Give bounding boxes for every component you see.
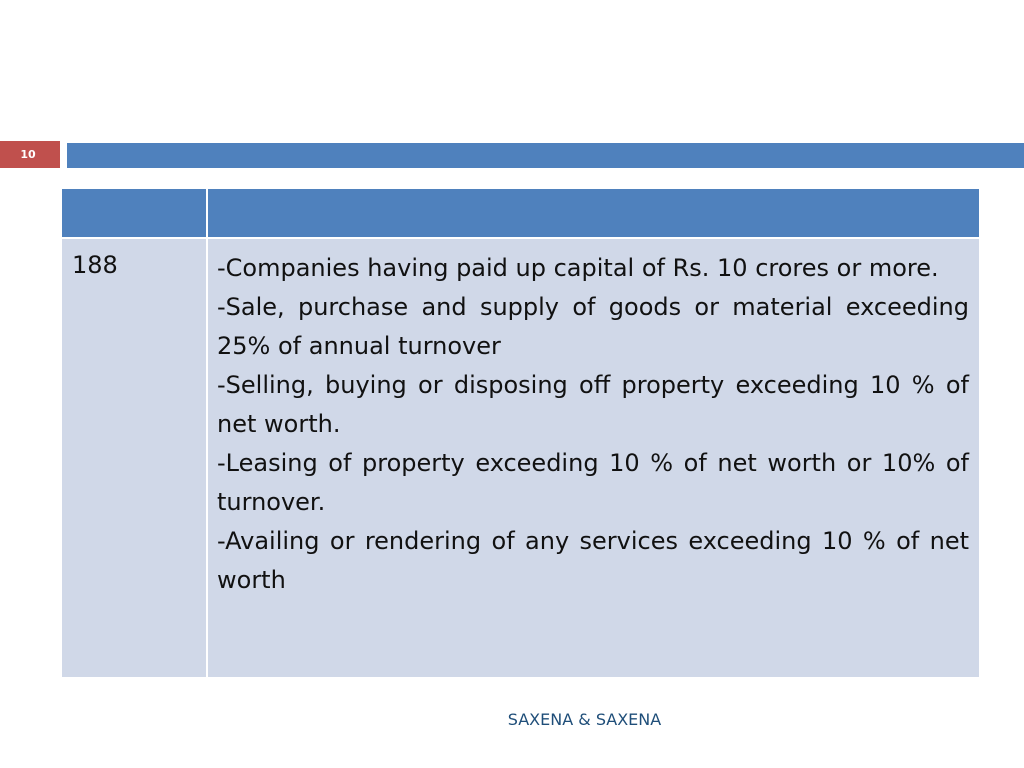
footer-text: SAXENA & SAXENA (507, 710, 662, 729)
description-line: -Sale, purchase and supply of goods or material exceeding 25% of annual turnover (217, 293, 969, 360)
description-line: -Selling, buying or disposing off property exceeding 10 % of net worth. (217, 371, 969, 438)
table-header-cell-description (207, 188, 980, 238)
table-row (61, 238, 980, 678)
description-line: -Availing or rendering of any services exceeding 10 % of net worth (217, 527, 969, 594)
section-number: 188 (61, 238, 207, 678)
slide-number: 10 (0, 141, 60, 168)
header-bar (67, 143, 1024, 168)
table-header-row (61, 188, 980, 238)
description-cell (207, 238, 980, 678)
content-table (60, 187, 981, 679)
description-line: -Companies having paid up capital of Rs. 10 crores or more. (217, 254, 939, 282)
description-line: -Leasing of property exceeding 10 % of net worth or 10% of turnover. (217, 449, 969, 516)
table-header-cell-section (61, 188, 207, 238)
